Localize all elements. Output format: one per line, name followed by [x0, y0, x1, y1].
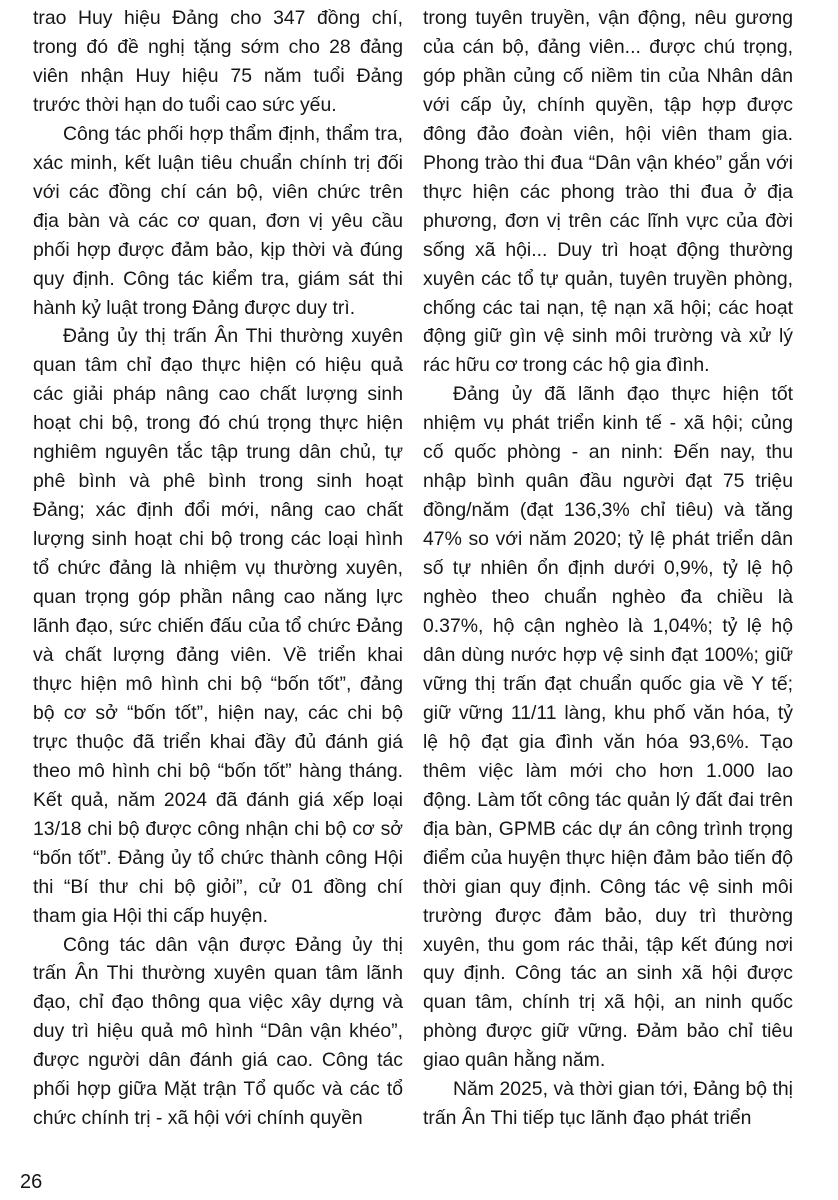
left-column — [33, 4, 403, 1133]
paragraph: trao Huy hiệu Đảng cho 347 đồng chí, trong đó đề nghị tặng sớm cho 28 đảng viên nhận Huy hiệu 75 năm tuổi Đảng trước thời hạn do tuổi cao sức yếu. — [33, 7, 403, 116]
paragraph: trong tuyên truyền, vận động, nêu gương của cán bộ, đảng viên... được chú trọng, góp phần củng cố niềm tin của Nhân dân với cấp ủy, chính quyền, tập hợp được đông đảo đoàn viên, hội viên tham gia. Phong trào thi đua “Dân vận khéo” gắn với thực hiện các phong trào thi đua ở địa phương, đơn vị trên các lĩnh vực của đời sống xã hội... Duy trì hoạt động thường xuyên các tổ tự quản, tuyên truyền phòng, chống các tai nạn, tệ nạn xã hội; các hoạt động giữ gìn vệ sinh môi trường và xử lý rác hữu cơ trong các hộ gia đình. — [423, 7, 793, 377]
paragraph: Đảng ủy thị trấn Ân Thi thường xuyên quan tâm chỉ đạo thực hiện có hiệu quả các giải pháp nâng cao chất lượng sinh hoạt chi bộ, trong đó chú trọng thực hiện nghiêm nguyên tắc tập trung dân chủ, tự phê bình và phê bình trong sinh hoạt Đảng; xác định đổi mới, nâng cao chất lượng sinh hoạt chi bộ trong các loại hình tổ chức đảng là nhiệm vụ thường xuyên, quan trọng góp phần nâng cao năng lực lãnh đạo, sức chiến đấu của tổ chức Đảng và chất lượng đảng viên. Về triển khai thực hiện mô hình chi bộ “bốn tốt”, đảng bộ cơ sở “bốn tốt”, hiện nay, các chi bộ trực thuộc đã triển khai đầy đủ đánh giá theo mô hình chi bộ “bốn tốt” hàng tháng. Kết quả, năm 2024 đã đánh giá xếp loại 13/18 chi bộ được công nhận chi bộ cơ sở “bốn tốt”. Đảng ủy tổ chức thành công Hội thi “Bí thư chi bộ giỏi”, cử 01 đồng chí tham gia Hội thi cấp huyện. — [33, 325, 403, 927]
paragraph: Năm 2025, và thời gian tới, Đảng bộ thị trấn Ân Thi tiếp tục lãnh đạo phát triển — [423, 1078, 793, 1130]
paragraph: Công tác dân vận được Đảng ủy thị trấn Ân Thi thường xuyên quan tâm lãnh đạo, chỉ đạo thông qua việc xây dựng và duy trì hiệu quả mô hình “Dân vận khéo”, được người dân đánh giá cao. Công tác phối hợp giữa Mặt trận Tổ quốc và các tổ chức chính trị - xã hội với chính quyền — [33, 933, 403, 1130]
right-column — [423, 4, 793, 1133]
page-number: 26 — [20, 1171, 43, 1193]
paragraph: Đảng ủy đã lãnh đạo thực hiện tốt nhiệm vụ phát triển kinh tế - xã hội; củng cố quốc phòng - an ninh: Đến nay, thu nhập bình quân đầu người đạt 75 triệu đồng/năm (đạt 136,3% chỉ tiêu) và tăng 47% so với năm 2020; tỷ lệ phát triển dân số tự nhiên ổn định dưới 0,9%, tỷ lệ hộ nghèo theo chuẩn nghèo đa chiều là 0.37%, hộ cận nghèo là 1,04%; tỷ lệ hộ dân dùng nước hợp vệ sinh đạt 100%; giữ vững thị trấn đạt chuẩn quốc gia về Y tế; giữ vững 11/11 làng, khu phố văn hóa, tỷ lệ hộ đạt gia đình văn hóa 93,6%. Tạo thêm việc làm mới cho hơn 1.000 lao động. Làm tốt công tác quản lý đất đai trên địa bàn, GPMB các dự án công trình trọng điểm của huyện thực hiện đảm bảo tiến độ thời gian quy định. Công tác vệ sinh môi trường được đảm bảo, duy trì thường xuyên, thu gom rác thải, tập kết đúng nơi quy định. Công tác an sinh xã hội được quan tâm, chính trị xã hội, an ninh quốc phòng được giữ vững. Đảm bảo chỉ tiêu giao quân hằng năm. — [423, 383, 793, 1072]
paragraph: Công tác phối hợp thẩm định, thẩm tra, xác minh, kết luận tiêu chuẩn chính trị đối với các đồng chí cán bộ, viên chức trên địa bàn và các cơ quan, đơn vị yêu cầu phối hợp được đảm bảo, kịp thời và đúng quy định. Công tác kiểm tra, giám sát thi hành kỷ luật trong Đảng được duy trì. — [33, 122, 403, 319]
